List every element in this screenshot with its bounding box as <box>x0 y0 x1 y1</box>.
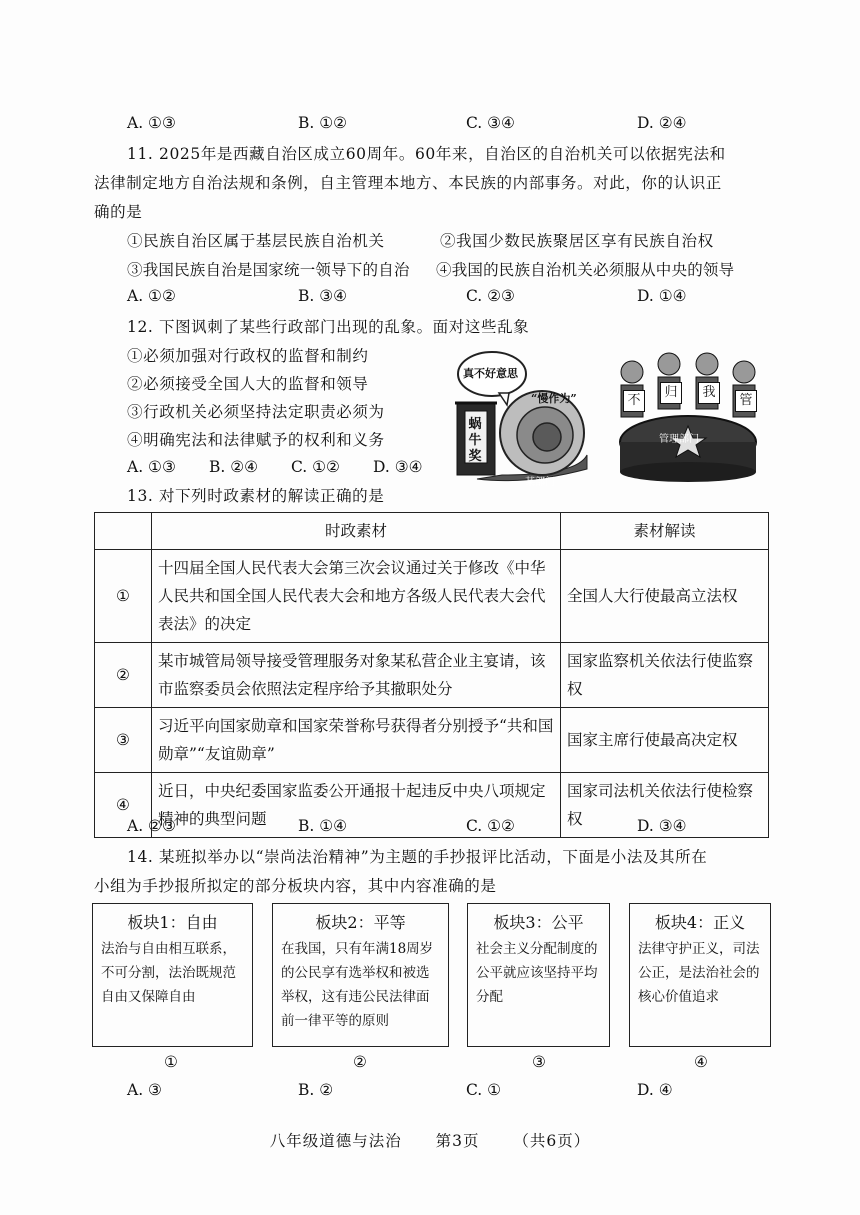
row-reading: 国家主席行使最高决定权 <box>561 708 769 773</box>
q11-stem-line2: 法律制定地方自治法规和条例，自主管理本地方、本民族的内部事务。对此，你的认识正 <box>94 174 722 192</box>
q11-statement-3: ③我国民族自治是国家统一领导下的自治 <box>127 261 410 279</box>
cartoon-shell-text: “慢作为” <box>531 392 577 405</box>
row-material: 十四届全国人民代表大会第三次会议通过关于修改《中华人民共和国全国人民代表大会和地方各级人民代表大会代表法》的决定 <box>152 550 561 643</box>
q14-box-2 <box>272 903 449 1047</box>
box-title: 板块1：自由 <box>127 913 218 932</box>
q11-option-d: D. ①④ <box>637 287 687 305</box>
cartoon-sign-3: 我 <box>698 382 720 404</box>
footer-subject: 八年级道德与法治 <box>269 1132 402 1150</box>
q13-stem: 13. 对下列时政素材的解读正确的是 <box>127 487 385 505</box>
q10-option-b: B. ①② <box>298 114 348 132</box>
q11-stem-line3: 确的是 <box>94 203 143 221</box>
box-text: 社会主义分配制度的公平就应该坚持平均分配 <box>476 941 598 1005</box>
cartoon-not-my-business <box>607 350 769 485</box>
q13-option-a: A. ②③ <box>127 817 176 835</box>
row-number: ② <box>95 643 152 708</box>
cartoon-banner-text: 蜗牛奖 <box>468 417 482 464</box>
q12-statement-2: ②必须接受全国人大的监督和领导 <box>127 375 369 393</box>
box-text: 法律守护正义，司法公正，是法治社会的核心价值追求 <box>638 941 760 1005</box>
q12-option-b: B. ②④ <box>209 458 259 476</box>
q11-option-a: A. ①② <box>127 287 176 305</box>
row-number: ③ <box>95 708 152 773</box>
cartoon-sign-4: 管 <box>735 390 757 412</box>
row-reading: 国家司法机关依法行使检察权 <box>561 773 769 838</box>
row-material: 习近平向国家勋章和国家荣誉称号获得者分别授予“共和国勋章”“友谊勋章” <box>152 708 561 773</box>
q11-stem-line1: 11. 2025年是西藏自治区成立60周年。60年来，自治区的自治机关可以依据宪法和 <box>127 145 726 163</box>
cartoon-dept-label: 某部门 <box>525 477 555 488</box>
q12-statement-1: ①必须加强对行政权的监督和制约 <box>127 347 369 365</box>
box-text: 在我国，只有年满18周岁的公民享有选举权和被选举权，这有违公民法律面前一律平等的原则 <box>281 941 434 1029</box>
table-row <box>95 550 769 643</box>
q11-statement-1: ①民族自治区属于基层民族自治机关 <box>127 232 385 250</box>
q13-option-d: D. ③④ <box>637 817 687 835</box>
q14-box-number-2: ② <box>353 1053 367 1071</box>
q13-option-c: C. ①② <box>466 817 515 835</box>
q14-option-c: C. ① <box>466 1081 502 1099</box>
row-material: 近日，中央纪委国家监委公开通报十起违反中央八项规定精神的典型问题 <box>152 773 561 838</box>
table-row <box>95 708 769 773</box>
q14-stem-line1: 14. 某班拟举办以“崇尚法治精神”为主题的手抄报评比活动，下面是小法及其所在 <box>127 848 708 866</box>
q12-option-d: D. ③④ <box>373 458 423 476</box>
box-title: 板块2：平等 <box>315 913 406 932</box>
q14-box-4 <box>629 903 771 1047</box>
cartoon-sign-2: 归 <box>660 382 682 404</box>
q12-option-c: C. ①② <box>291 458 340 476</box>
row-reading: 国家监察机关依法行使监察权 <box>561 643 769 708</box>
table-header-material: 时政素材 <box>152 513 561 550</box>
page-footer <box>0 1129 860 1151</box>
q14-box-1 <box>92 903 253 1047</box>
footer-total-pages: （共6页） <box>513 1132 591 1150</box>
table-header-reading: 素材解读 <box>561 513 769 550</box>
cartoon-table-text: 管理部门 <box>659 434 699 445</box>
q10-option-a: A. ①③ <box>127 114 176 132</box>
row-number: ① <box>95 550 152 643</box>
q14-box-number-1: ① <box>164 1053 178 1071</box>
q12-option-a: A. ①③ <box>127 458 176 476</box>
cartoon-speech-bubble: 真不好意思 <box>463 367 518 380</box>
cartoon-officials-illustration <box>607 350 769 485</box>
cartoon-sign-1: 不 <box>623 390 645 412</box>
q14-option-d: D. ④ <box>637 1081 673 1099</box>
q14-option-a: A. ③ <box>127 1081 162 1099</box>
row-material: 某市城管局领导接受管理服务对象某私营企业主宴请，该市监察委员会依照法定程序给予其撤职处分 <box>152 643 561 708</box>
q11-statement-2: ②我国少数民族聚居区享有民族自治权 <box>440 232 714 250</box>
q13-table <box>94 512 769 838</box>
q14-box-number-4: ④ <box>694 1053 708 1071</box>
q14-stem-line2: 小组为手抄报所拟定的部分板块内容，其中内容准确的是 <box>94 877 497 895</box>
q14-box-number-3: ③ <box>532 1053 546 1071</box>
q11-statement-4: ④我国的民族自治机关必须服从中央的领导 <box>436 261 735 279</box>
q10-option-d: D. ②④ <box>637 114 687 132</box>
row-reading: 全国人大行使最高立法权 <box>561 550 769 643</box>
q14-option-b: B. ② <box>298 1081 334 1099</box>
q11-option-b: B. ③④ <box>298 287 348 305</box>
table-row <box>95 643 769 708</box>
q12-statement-3: ③行政机关必须坚持法定职责必须为 <box>127 403 385 421</box>
q12-stem: 12. 下图讽刺了某些行政部门出现的乱象。面对这些乱象 <box>127 318 530 336</box>
box-text: 法治与自由相互联系，不可分割，法治既规范自由又保障自由 <box>101 941 236 1005</box>
footer-page-number: 第3页 <box>435 1132 480 1150</box>
q13-option-b: B. ①④ <box>298 817 348 835</box>
cartoon-snail <box>447 345 597 488</box>
q14-box-3 <box>467 903 610 1047</box>
row-number: ④ <box>95 773 152 838</box>
q10-option-c: C. ③④ <box>466 114 515 132</box>
box-title: 板块4：正义 <box>654 913 746 932</box>
q12-statement-4: ④明确宪法和法律赋予的权利和义务 <box>127 431 385 449</box>
box-title: 板块3：公平 <box>493 913 584 932</box>
table-header-num <box>95 513 152 550</box>
q11-option-c: C. ②③ <box>466 287 515 305</box>
table-header-row <box>95 513 769 550</box>
